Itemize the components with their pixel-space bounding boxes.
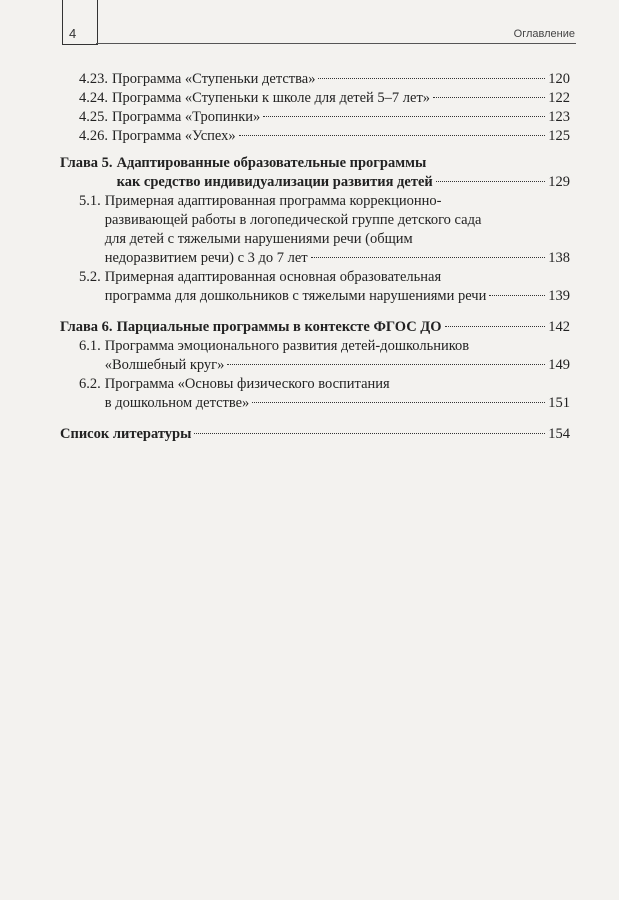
toc-chapter-entry[interactable] xyxy=(60,154,570,192)
toc-entry-body xyxy=(105,375,570,413)
toc-entry-last-line xyxy=(105,356,570,375)
dot-leader xyxy=(227,364,545,365)
toc-entry-number: 4.26. xyxy=(79,128,108,144)
toc-entry-last-line xyxy=(105,249,570,268)
toc-entry-last-line xyxy=(112,108,570,127)
toc-entry-body xyxy=(60,425,570,444)
toc-entry-number: 4.23. xyxy=(79,71,108,87)
toc-gap xyxy=(60,306,570,318)
toc-section-entry[interactable] xyxy=(60,375,570,413)
toc-entry-title-line: Список литературы xyxy=(60,426,192,442)
toc-entry-last-line xyxy=(105,394,570,413)
toc-entry-last-line xyxy=(60,425,570,444)
header-rule xyxy=(96,43,576,44)
dot-leader xyxy=(194,433,545,434)
dot-leader xyxy=(311,257,546,258)
toc-entry-number: Глава 6. xyxy=(60,319,113,335)
toc-section-entry[interactable] xyxy=(60,268,570,306)
toc-entry-last-line xyxy=(112,70,570,89)
toc-entry-body xyxy=(112,108,570,127)
toc-entry-title-line: программа для дошкольников с тяжелыми нарушениями речи xyxy=(104,288,487,304)
toc-entry-title-line: «Волшебный круг» xyxy=(104,357,225,373)
toc-entry-body xyxy=(112,89,570,108)
toc-entry-body xyxy=(105,192,570,268)
dot-leader xyxy=(445,326,546,327)
toc-section-entry[interactable] xyxy=(60,337,570,375)
toc-entry-body xyxy=(117,154,570,192)
toc-entry-body xyxy=(105,268,570,306)
dot-leader xyxy=(489,295,545,296)
toc-entry-title-line: для детей с тяжелыми нарушениями речи (общим xyxy=(104,231,413,247)
toc-entry-last-line xyxy=(117,318,570,337)
toc-entry-last-line xyxy=(105,287,570,306)
toc-entry-title-line: Примерная адаптированная основная образовательная xyxy=(104,269,442,285)
toc-page-number: 125 xyxy=(548,128,570,144)
toc-entry-number: 4.25. xyxy=(79,109,108,125)
toc-entry-last-line xyxy=(112,127,570,146)
toc-entry-number: 6.2. xyxy=(79,376,101,392)
toc-entry-last-line xyxy=(117,173,570,192)
running-title: Оглавление xyxy=(513,28,575,40)
dot-leader xyxy=(263,116,545,117)
toc-page-number: 149 xyxy=(548,357,570,373)
toc-entry-title-line: Программа «Ступеньки детства» xyxy=(112,71,316,87)
page-number: 4 xyxy=(69,26,77,41)
toc-chapter-entry[interactable] xyxy=(60,425,570,444)
toc-entry-title-line: развивающей работы в логопедической группе детского сада xyxy=(104,212,482,228)
dot-leader xyxy=(239,135,546,136)
toc-page-number: 120 xyxy=(548,71,570,87)
toc-section-entry[interactable] xyxy=(60,70,570,89)
toc-page-number: 129 xyxy=(548,174,570,190)
toc-page-number: 122 xyxy=(548,90,570,106)
dot-leader xyxy=(318,78,545,79)
toc-page-number: 123 xyxy=(548,109,570,125)
toc-entry-title-line: Программа «Тропинки» xyxy=(112,109,261,125)
toc-entry-title-line: Адаптированные образовательные программы xyxy=(116,155,427,171)
toc-entry-title-line: Парциальные программы в контексте ФГОС ДО xyxy=(116,319,442,335)
toc-page-number: 138 xyxy=(548,250,570,266)
toc-entry-title-line: недоразвитием речи) с 3 до 7 лет xyxy=(104,250,308,266)
toc-page-number: 151 xyxy=(548,395,570,411)
toc-entry-title-line: как средство индивидуализации развития детей xyxy=(116,174,433,190)
toc-entry-title-line: Примерная адаптированная программа коррекционно- xyxy=(104,193,442,209)
toc-section-entry[interactable] xyxy=(60,89,570,108)
dot-leader xyxy=(433,97,545,98)
toc-section-entry[interactable] xyxy=(60,127,570,146)
toc-entry-title-line: Программа «Успех» xyxy=(112,128,236,144)
toc-page-number: 139 xyxy=(548,288,570,304)
toc-entry-number: Глава 5. xyxy=(60,155,113,171)
toc-gap xyxy=(60,146,570,154)
toc-chapter-entry[interactable] xyxy=(60,318,570,337)
toc-entry-title-line: Программа эмоционального развития детей-дошкольников xyxy=(104,338,470,354)
toc-entry-title-line: Программа «Основы физического воспитания xyxy=(104,376,390,392)
page-number-box xyxy=(62,0,98,45)
toc-entry-title-line: в дошкольном детстве» xyxy=(104,395,250,411)
toc-entry-body xyxy=(105,337,570,375)
toc-entry-body xyxy=(117,318,570,337)
toc-entry-number: 5.2. xyxy=(79,269,101,285)
dot-leader xyxy=(252,402,545,403)
toc-entry-title-line: Программа «Ступеньки к школе для детей 5–7 лет» xyxy=(112,90,431,106)
toc-gap xyxy=(60,413,570,425)
toc-section-entry[interactable] xyxy=(60,108,570,127)
toc-entry-number: 6.1. xyxy=(79,338,101,354)
toc-section-entry[interactable] xyxy=(60,192,570,268)
toc-page-number: 142 xyxy=(548,319,570,335)
dot-leader xyxy=(436,181,546,182)
table-of-contents xyxy=(60,70,570,444)
toc-entry-body xyxy=(112,70,570,89)
toc-entry-body xyxy=(112,127,570,146)
toc-entry-number: 5.1. xyxy=(79,193,101,209)
toc-entry-last-line xyxy=(112,89,570,108)
toc-entry-number: 4.24. xyxy=(79,90,108,106)
toc-page-number: 154 xyxy=(548,426,570,442)
